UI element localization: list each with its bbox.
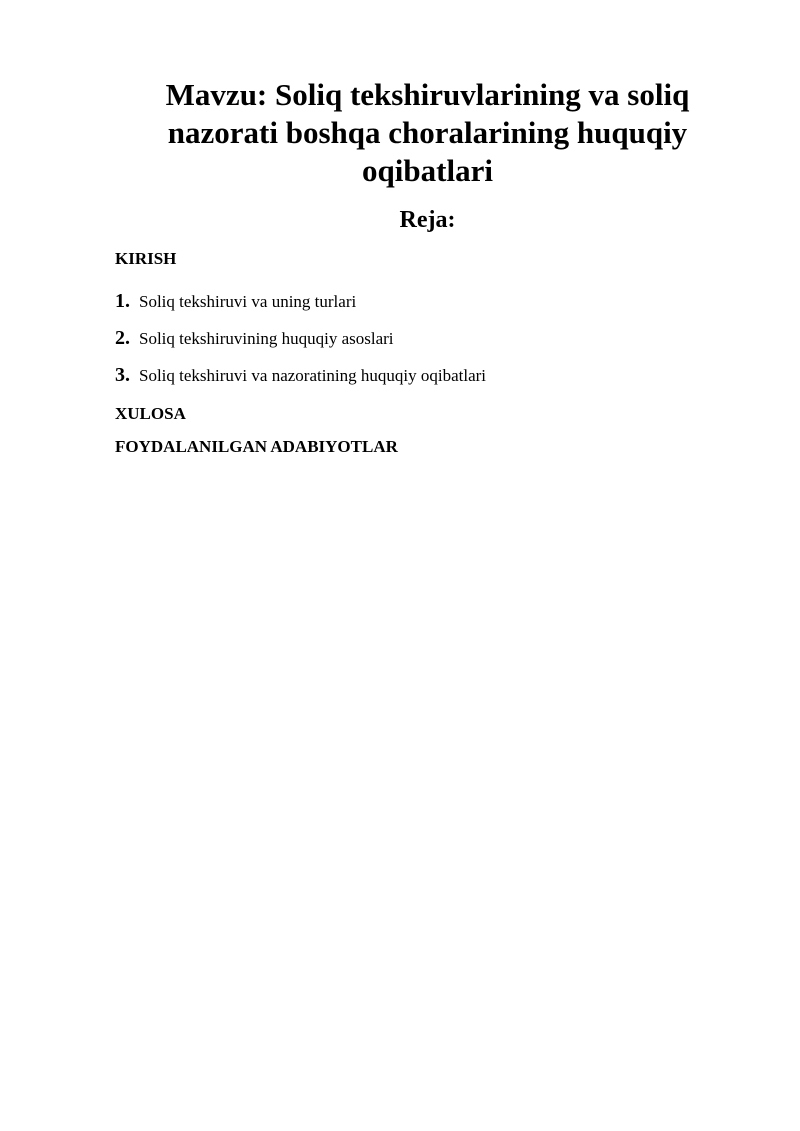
intro-heading: KIRISH (115, 249, 177, 268)
document-title: Mavzu: Soliq tekshiruvlarining va soliq nazorati boshqa choralarining huquqiy oqibatlari (165, 77, 690, 188)
plan-item-3 (115, 364, 486, 401)
plan-item-number: 2. (115, 327, 130, 349)
plan-item-text: Soliq tekshiruvi va uning turlari (139, 292, 357, 311)
references-heading: FOYDALANILGAN ADABIYOTLAR (115, 437, 398, 456)
plan-item-number: 1. (115, 290, 130, 312)
plan-item-text: Soliq tekshiruvining huquqiy asoslari (139, 329, 394, 348)
plan-list (115, 290, 486, 401)
plan-item-1 (115, 290, 486, 327)
plan-item-2 (115, 327, 486, 364)
plan-heading: Reja: (399, 207, 456, 233)
conclusion-heading: XULOSA (115, 404, 186, 423)
plan-item-number: 3. (115, 364, 130, 386)
plan-item-text: Soliq tekshiruvi va nazoratining huquqiy oqibatlari (139, 366, 487, 385)
